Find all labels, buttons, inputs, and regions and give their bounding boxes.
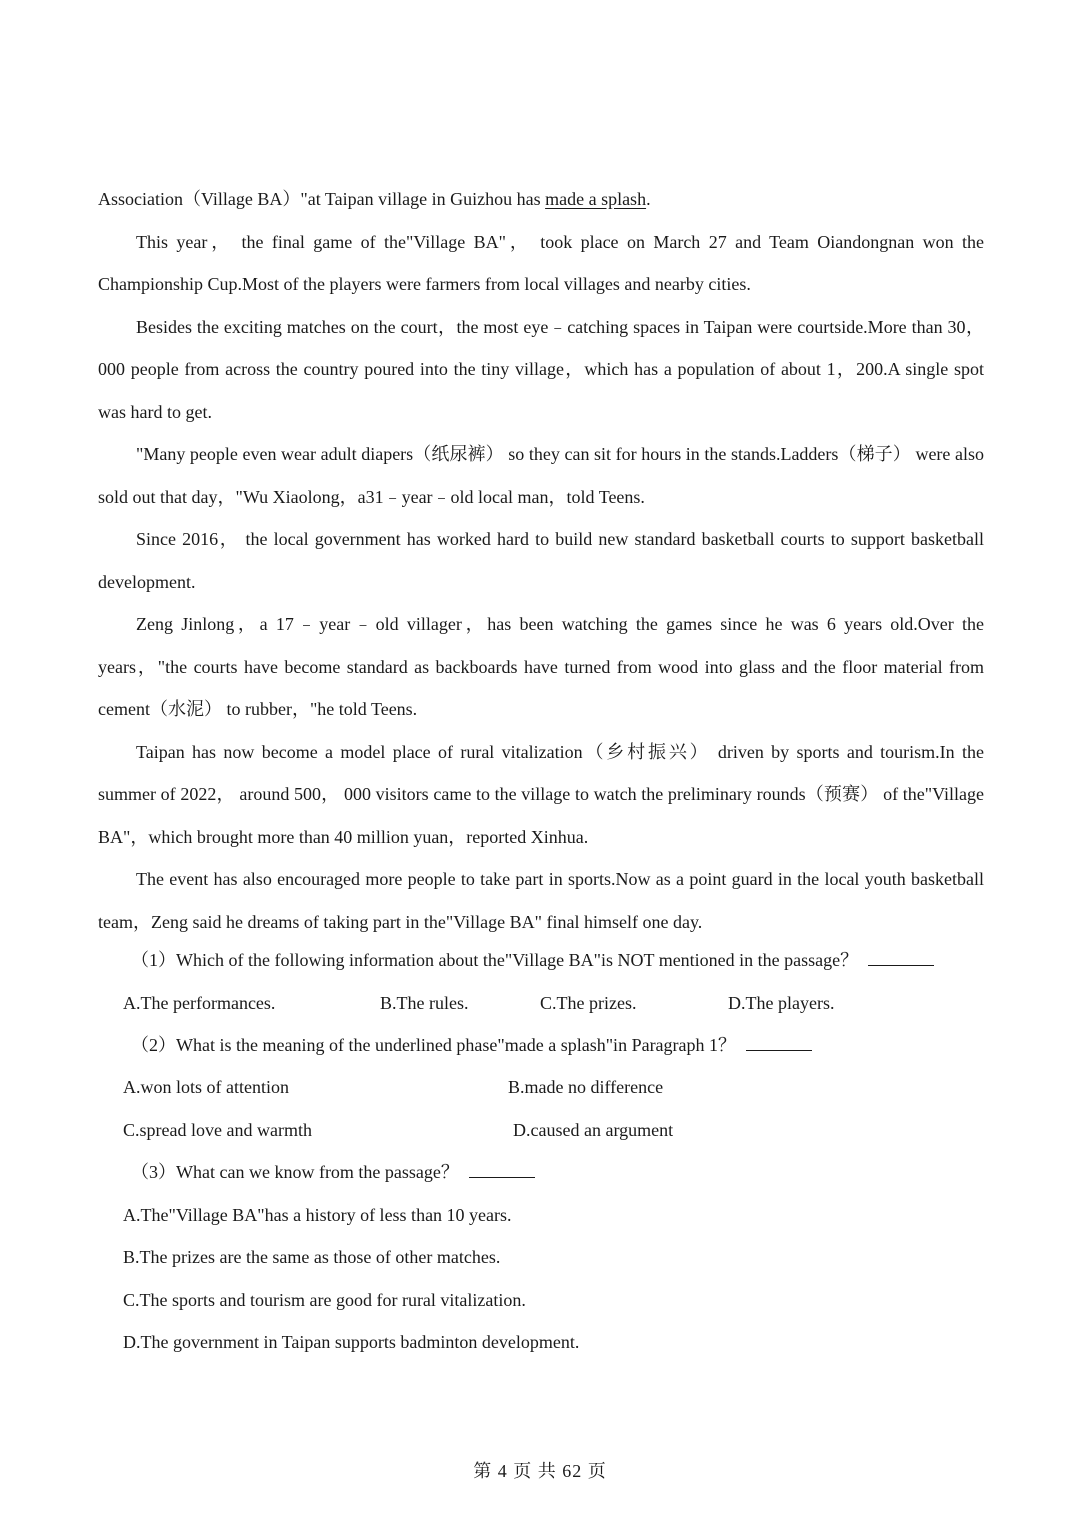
underlined-phrase: made a splash <box>545 189 647 209</box>
question-2-option-d: D.caused an argument <box>513 1120 674 1140</box>
page-number-footer: 第 4 页 共 62 页 <box>473 1461 607 1481</box>
passage-paragraph-3: Besides the exciting matches on the court，the most eye﹣catching spaces in Taipan were courtside.More than 30，000 people from across the country poured into the tiny village，which has a population of about 1，200.A single spot was hard to get. <box>98 316 984 422</box>
question-2-text: （2）What is the meaning of the underlined phase"made a splash"in Paragraph 1？ <box>131 1035 737 1055</box>
paragraph-1-text: Association（Village BA）"at Taipan village in Guizhou has <box>98 189 546 209</box>
passage-paragraph-4: "Many people even wear adult diapers（纸尿裤） so they can sit for hours in the stands.Ladders（梯子） were also sold out that day，"Wu Xiaolong，a31﹣year﹣old local man，told Teens. <box>98 444 984 507</box>
passage-paragraph-5: Since 2016， the local government has worked hard to build new standard basketball courts to support basketball development. <box>98 529 984 592</box>
question-3-stem <box>131 1157 991 1187</box>
question-2-option-c: C.spread love and warmth <box>123 1120 312 1140</box>
question-1-stem <box>131 945 991 975</box>
passage-paragraph-8: The event has also encouraged more people to take part in sports.Now as a point guard in the local youth basketball team，Zeng said he dreams of taking part in the"Village BA" final himself one day. <box>98 869 984 932</box>
question-2-option-a: A.won lots of attention <box>123 1077 289 1097</box>
question-2-stem <box>131 1030 991 1060</box>
passage-paragraph-2: This year， the final game of the"Village BA"， took place on March 27 and Team Oiandongnan won the Championship Cup.Most of the players were farmers from local villages and nearby cities. <box>98 231 984 294</box>
answer-blank-2[interactable] <box>746 1034 812 1051</box>
question-1-option-a: A.The performances. <box>123 993 276 1013</box>
question-1-option-d: D.The players. <box>728 993 835 1013</box>
passage-paragraph-1 <box>98 178 984 221</box>
question-1-option-b: B.The rules. <box>380 993 469 1013</box>
reading-passage <box>98 178 984 943</box>
question-3-option-b: B.The prizes are the same as those of other matches. <box>123 1247 501 1267</box>
paragraph-1-end: . <box>646 189 651 209</box>
answer-blank-3[interactable] <box>469 1161 535 1178</box>
question-1-option-c: C.The prizes. <box>540 993 637 1013</box>
passage-paragraph-6: Zeng Jinlong，a 17﹣year﹣old villager，has been watching the games since he was 6 years old.Over the years，"the courts have become standard as backboards have turned from wood into glass and the floor material from cement（水泥） to rubber，"he told Teens. <box>98 614 984 719</box>
question-2-option-b: B.made no difference <box>508 1077 664 1097</box>
question-3-text: （3）What can we know from the passage？ <box>131 1162 459 1182</box>
question-3-option-a: A.The"Village BA"has a history of less than 10 years. <box>123 1205 512 1225</box>
question-3-option-d: D.The government in Taipan supports badminton development. <box>123 1332 580 1352</box>
answer-blank-1[interactable] <box>868 949 934 966</box>
passage-paragraph-7: Taipan has now become a model place of rural vitalization（乡村振兴） driven by sports and tourism.In the summer of 2022， around 500， 000 visitors came to the village to watch the preliminary rounds（预赛） of the"Village BA"，which brought more than 40 million yuan，reported Xinhua. <box>98 741 984 847</box>
question-3-option-c: C.The sports and tourism are good for rural vitalization. <box>123 1290 526 1310</box>
question-1-text: （1）Which of the following information about the"Village BA"is NOT mentioned in the passage？ <box>131 950 859 970</box>
